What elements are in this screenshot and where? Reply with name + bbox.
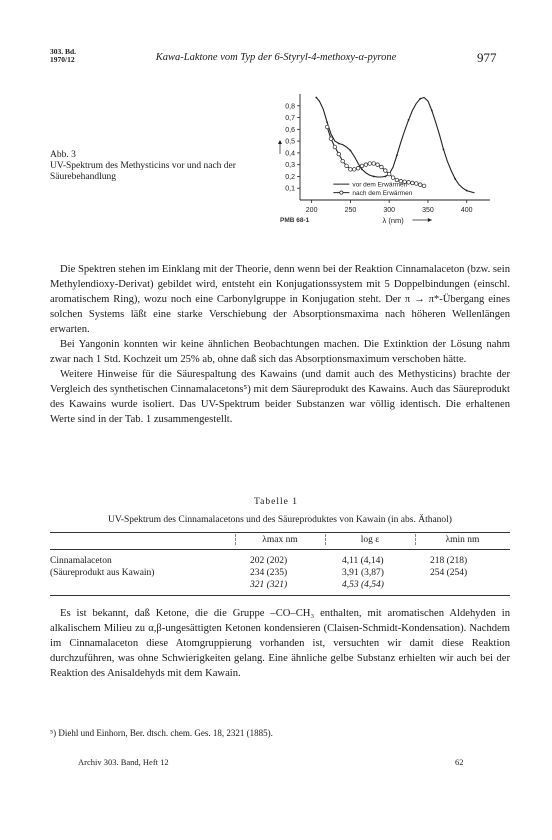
table-header-lmin: λmin nm bbox=[445, 535, 480, 545]
data-point bbox=[352, 168, 356, 172]
x-tick-label: 350 bbox=[422, 207, 434, 214]
data-point bbox=[345, 164, 349, 168]
data-point bbox=[422, 184, 426, 188]
x-tick-label: 250 bbox=[344, 207, 357, 214]
y-tick-label: 0,5 bbox=[285, 138, 295, 146]
x-axis-label: λ (nm) bbox=[382, 216, 404, 225]
data-point bbox=[368, 162, 372, 166]
footnote: ⁵) Diehl und Einhorn, Ber. dtsch. chem. Ges. 18, 2321 (1885). bbox=[50, 728, 273, 738]
table-header-lmax: λmax nm bbox=[262, 535, 298, 545]
x-tick-label: 400 bbox=[460, 207, 473, 214]
x-axis-arrowhead bbox=[428, 218, 432, 222]
data-point bbox=[341, 159, 345, 163]
table-row: Cinnamalaceton 202 (202) 4,11 (4,14) 218 (218) bbox=[50, 556, 468, 566]
paragraph: Die Spektren stehen im Einklang mit der Theorie, denn wenn bei der Reaktion Cinnamalaceton (bzw. sein Methylendioxy-Derivat) gebildet wird, entsteht ein Konjugationssystem mit 5 Doppelbindungen (einschl. aromatischem Ring), wozu noch eine Carbonylgruppe in Konjugation steht. Der π → π*-Übergang eines solchen Systems läßt eine starke Verschiebung der Absorptionsmaxima nach höheren Wellenlängen erwarten. bbox=[50, 264, 510, 335]
figure-caption bbox=[50, 150, 260, 183]
data-point bbox=[373, 176, 375, 178]
y-tick-label: 0,4 bbox=[285, 150, 295, 158]
data-point bbox=[329, 137, 333, 141]
body-text-bottom bbox=[50, 606, 510, 681]
data-point bbox=[443, 148, 445, 150]
data-point bbox=[325, 125, 329, 129]
data-point bbox=[349, 168, 353, 172]
data-point bbox=[337, 152, 341, 156]
uv-spectrum-chart bbox=[260, 88, 500, 248]
data-point bbox=[361, 168, 363, 170]
data-point bbox=[338, 143, 340, 145]
data-point bbox=[415, 182, 419, 186]
data-point bbox=[315, 97, 317, 99]
figure-caption-text: UV-Spektrum des Methysticins vor und nach der Säurebehandlung bbox=[50, 161, 236, 182]
data-point bbox=[360, 164, 364, 168]
legend-label-2: nach dem Erwärmen bbox=[352, 189, 413, 197]
data-point bbox=[384, 169, 388, 173]
table-label: Tabelle 1 bbox=[254, 497, 298, 507]
data-point bbox=[380, 165, 384, 169]
data-point bbox=[376, 163, 380, 167]
legend-label-1: vor dem Erwärmen bbox=[352, 181, 408, 189]
data-point bbox=[431, 110, 433, 112]
data-point bbox=[466, 190, 468, 192]
y-tick-label: 0,2 bbox=[285, 173, 295, 181]
data-point bbox=[418, 183, 422, 187]
table-row: 321 (321) 4,53 (4,54) bbox=[250, 580, 384, 590]
paragraph: Weitere Hinweise für die Säurespaltung des Kawains (und damit auch des Methysticins) brachte der Vergleich des synthetischen Cinnamalacetons⁵) mit dem Säureprodukt des Kawains. Auch das Säureprodukt des Kawains wurde isoliert. Das UV-Spektrum beider Substanzen war völlig identisch. Die erhaltenen Werte sind in der Tab. 1 zusammengestellt. bbox=[50, 369, 510, 425]
header-volume: 303. Bd. 1970/12 bbox=[50, 47, 77, 64]
figure-label: Abb. 3 bbox=[50, 150, 76, 160]
table-header-logeps: log ε bbox=[360, 535, 380, 545]
data-point bbox=[387, 172, 391, 176]
table-row: (Säureprodukt aus Kawain) 234 (235) 3,91 (3,87) 254 (254) bbox=[50, 568, 468, 578]
data-point bbox=[407, 181, 411, 185]
data-point bbox=[326, 121, 328, 123]
data-point bbox=[372, 162, 376, 166]
x-tick-label: 200 bbox=[305, 207, 318, 214]
y-tick-label: 0,7 bbox=[285, 115, 295, 123]
data-point bbox=[333, 145, 337, 149]
y-tick-label: 0,3 bbox=[285, 162, 295, 170]
table-caption: UV-Spektrum des Cinnamalacetons und des Säureproduktes von Kawain (in abs. Äthanol) bbox=[108, 515, 452, 525]
page-number: 977 bbox=[477, 50, 497, 65]
journal-footer: Archiv 303. Band, Heft 12 bbox=[78, 757, 169, 767]
data-point bbox=[391, 176, 395, 180]
y-tick-label: 0,1 bbox=[285, 185, 295, 193]
data-point bbox=[356, 166, 360, 170]
paragraph: Bei Yangonin konnten wir keine ähnlichen Beobachtungen machen. Die Extinktion der Lösung nahm zwar nach 1 Std. Kochzeit um 25% ab, ohne daß sich das Absorptionsmaximum verschoben hätte. bbox=[50, 339, 510, 365]
legend-marker bbox=[340, 191, 343, 194]
paragraph: Es ist bekannt, daß Ketone, die die Gruppe –CO–CH₃ enthalten, mit aromatischen Aldehyden in alkalischem Milieu zu α,β-ungesättigten Ketonen kondensieren (Claisen-Schmidt-Kondensation). Nachdem im Cinnamalaceton diese Atomgruppierung vorhanden ist, versuchten wir damit diese Reaktion durchzuführen, was ohne Schwierigkeiten gelang. Eine ähnliche gelbe Substanz erhielten wir auch bei der Reaktion des Anisaldehyds mit dem Kawain. bbox=[50, 608, 510, 679]
stamp-label: PMB 68-1 bbox=[280, 217, 310, 224]
data-point bbox=[384, 176, 386, 178]
signature-number: 62 bbox=[455, 757, 464, 767]
y-tick-label: 0,6 bbox=[285, 126, 295, 134]
data-point bbox=[454, 178, 456, 180]
data-point bbox=[419, 98, 421, 100]
running-title: Kawa-Laktone vom Typ der 6-Styryl-4-methoxy-α-pyrone bbox=[155, 52, 397, 63]
data-point bbox=[350, 150, 352, 152]
body-text-top bbox=[50, 262, 510, 427]
y-axis-arrowhead bbox=[278, 140, 282, 144]
y-tick-label: 0,8 bbox=[285, 103, 295, 111]
data-point bbox=[396, 154, 398, 156]
data-table bbox=[50, 532, 510, 598]
data-point bbox=[408, 119, 410, 121]
data-point bbox=[364, 163, 368, 167]
data-point bbox=[411, 181, 415, 185]
x-tick-label: 300 bbox=[383, 207, 396, 214]
